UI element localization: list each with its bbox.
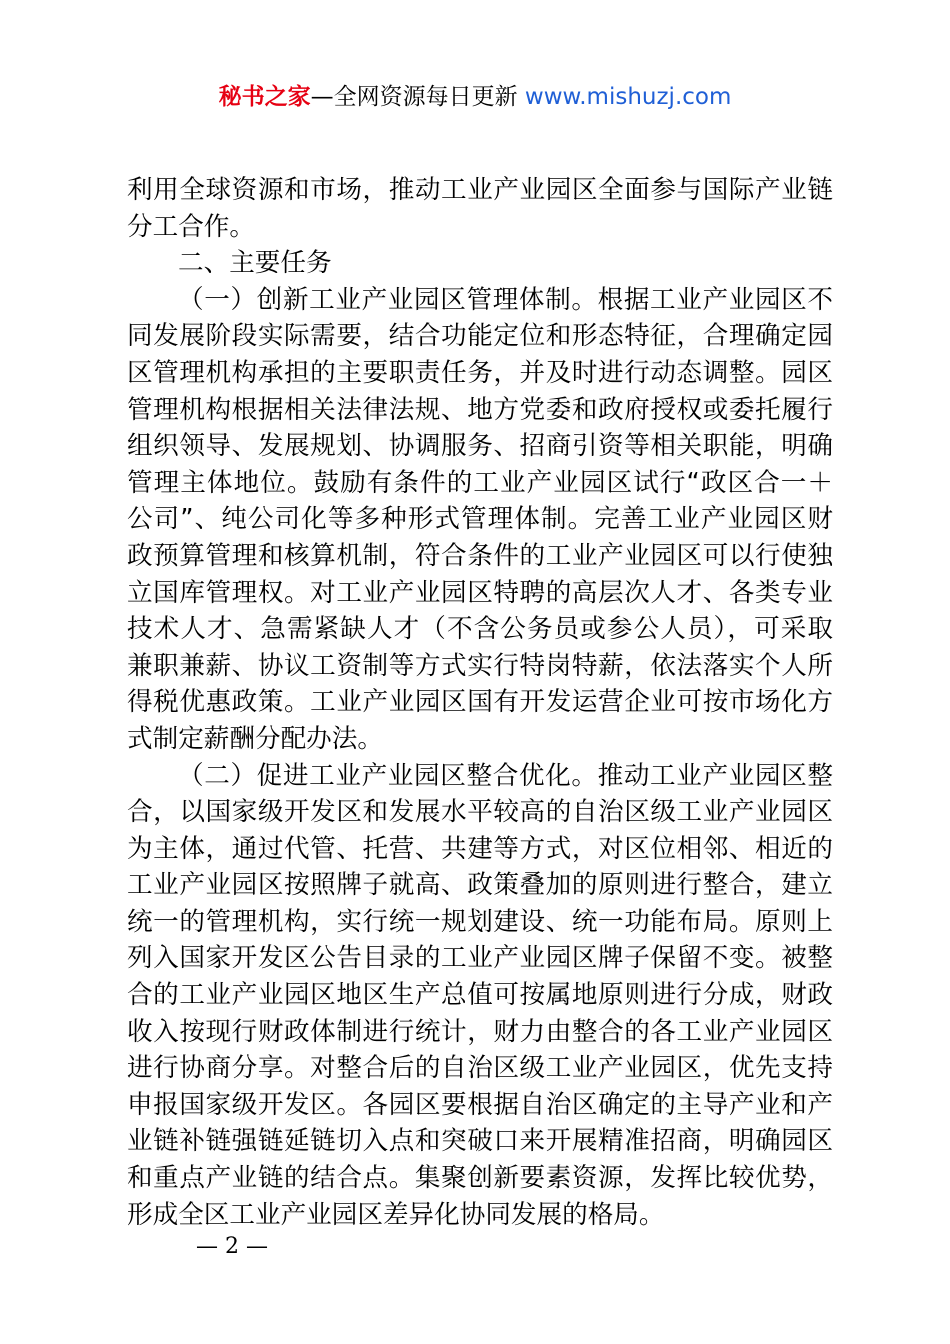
body-line: 公司”、纯公司化等多种形式管理体制。完善工业产业园区财 xyxy=(127,504,833,535)
body-line: 形成全区工业产业园区差异化协同发展的格局。 xyxy=(127,1199,665,1230)
body-line: 立国库管理权。对工业产业园区特聘的高层次人才、各类专业 xyxy=(127,577,833,608)
body-line: （一）创新工业产业园区管理体制。根据工业产业园区不 xyxy=(178,284,833,315)
header-brand: 秘书之家 xyxy=(218,84,311,110)
page-number: — 2 — xyxy=(196,1234,268,1259)
body-line: 区管理机构承担的主要职责任务，并及时进行动态调整。园区 xyxy=(127,357,833,388)
body-line: 政预算管理和核算机制，符合条件的工业产业园区可以行使独 xyxy=(127,540,833,571)
body-line: 兼职兼薪、协议工资制等方式实行特岗特薪，依法落实个人所 xyxy=(127,650,833,681)
body-line: 统一的管理机构，实行统一规划建设、统一功能布局。原则上 xyxy=(127,906,833,937)
body-line: 为主体，通过代管、托营、共建等方式，对区位相邻、相近的 xyxy=(127,833,833,864)
body-line: 管理机构根据相关法律法规、地方党委和政府授权或委托履行 xyxy=(127,394,833,425)
body-line: 管理主体地位。鼓励有条件的工业产业园区试行“政区合一＋ xyxy=(127,467,833,498)
body-line: 得税优惠政策。工业产业园区国有开发运营企业可按市场化方 xyxy=(127,687,833,718)
body-line: 业链补链强链延链切入点和突破口来开展精准招商，明确园区 xyxy=(127,1126,833,1157)
body-line: 同发展阶段实际需要，结合功能定位和形态特征，合理确定园 xyxy=(127,321,833,352)
body-line: 技术人才、急需紧缺人才（不含公务员或参公人员），可采取 xyxy=(127,614,833,645)
header-url-link[interactable]: www.mishuzj.com xyxy=(524,84,732,110)
document-header xyxy=(0,80,950,114)
body-line: （二）促进工业产业园区整合优化。推动工业产业园区整 xyxy=(178,760,833,791)
section-heading: 二、主要任务 xyxy=(178,248,332,279)
document-body xyxy=(127,172,833,1233)
body-line: 组织领导、发展规划、协调服务、招商引资等相关职能，明确 xyxy=(127,431,833,462)
body-line: 和重点产业链的结合点。集聚创新要素资源，发挥比较优势， xyxy=(127,1163,833,1194)
body-line: 利用全球资源和市场，推动工业产业园区全面参与国际产业链 xyxy=(127,175,833,205)
body-line: 合，以国家级开发区和发展水平较高的自治区级工业产业园区 xyxy=(127,797,833,828)
body-line: 合的工业产业园区地区生产总值可按属地原则进行分成，财政 xyxy=(127,980,833,1011)
body-line: 式制定薪酬分配办法。 xyxy=(127,723,383,754)
body-line: 进行协商分享。对整合后的自治区级工业产业园区，优先支持 xyxy=(127,1053,833,1084)
body-line: 工业产业园区按照牌子就高、政策叠加的原则进行整合，建立 xyxy=(127,870,833,901)
body-line: 分工合作。 xyxy=(127,211,255,242)
body-line: 列入国家开发区公告目录的工业产业园区牌子保留不变。被整 xyxy=(127,943,833,974)
header-tagline: —全网资源每日更新 xyxy=(310,84,525,110)
body-line: 收入按现行财政体制进行统计，财力由整合的各工业产业园区 xyxy=(127,1016,833,1047)
body-line: 申报国家级开发区。各园区要根据自治区确定的主导产业和产 xyxy=(127,1089,833,1120)
